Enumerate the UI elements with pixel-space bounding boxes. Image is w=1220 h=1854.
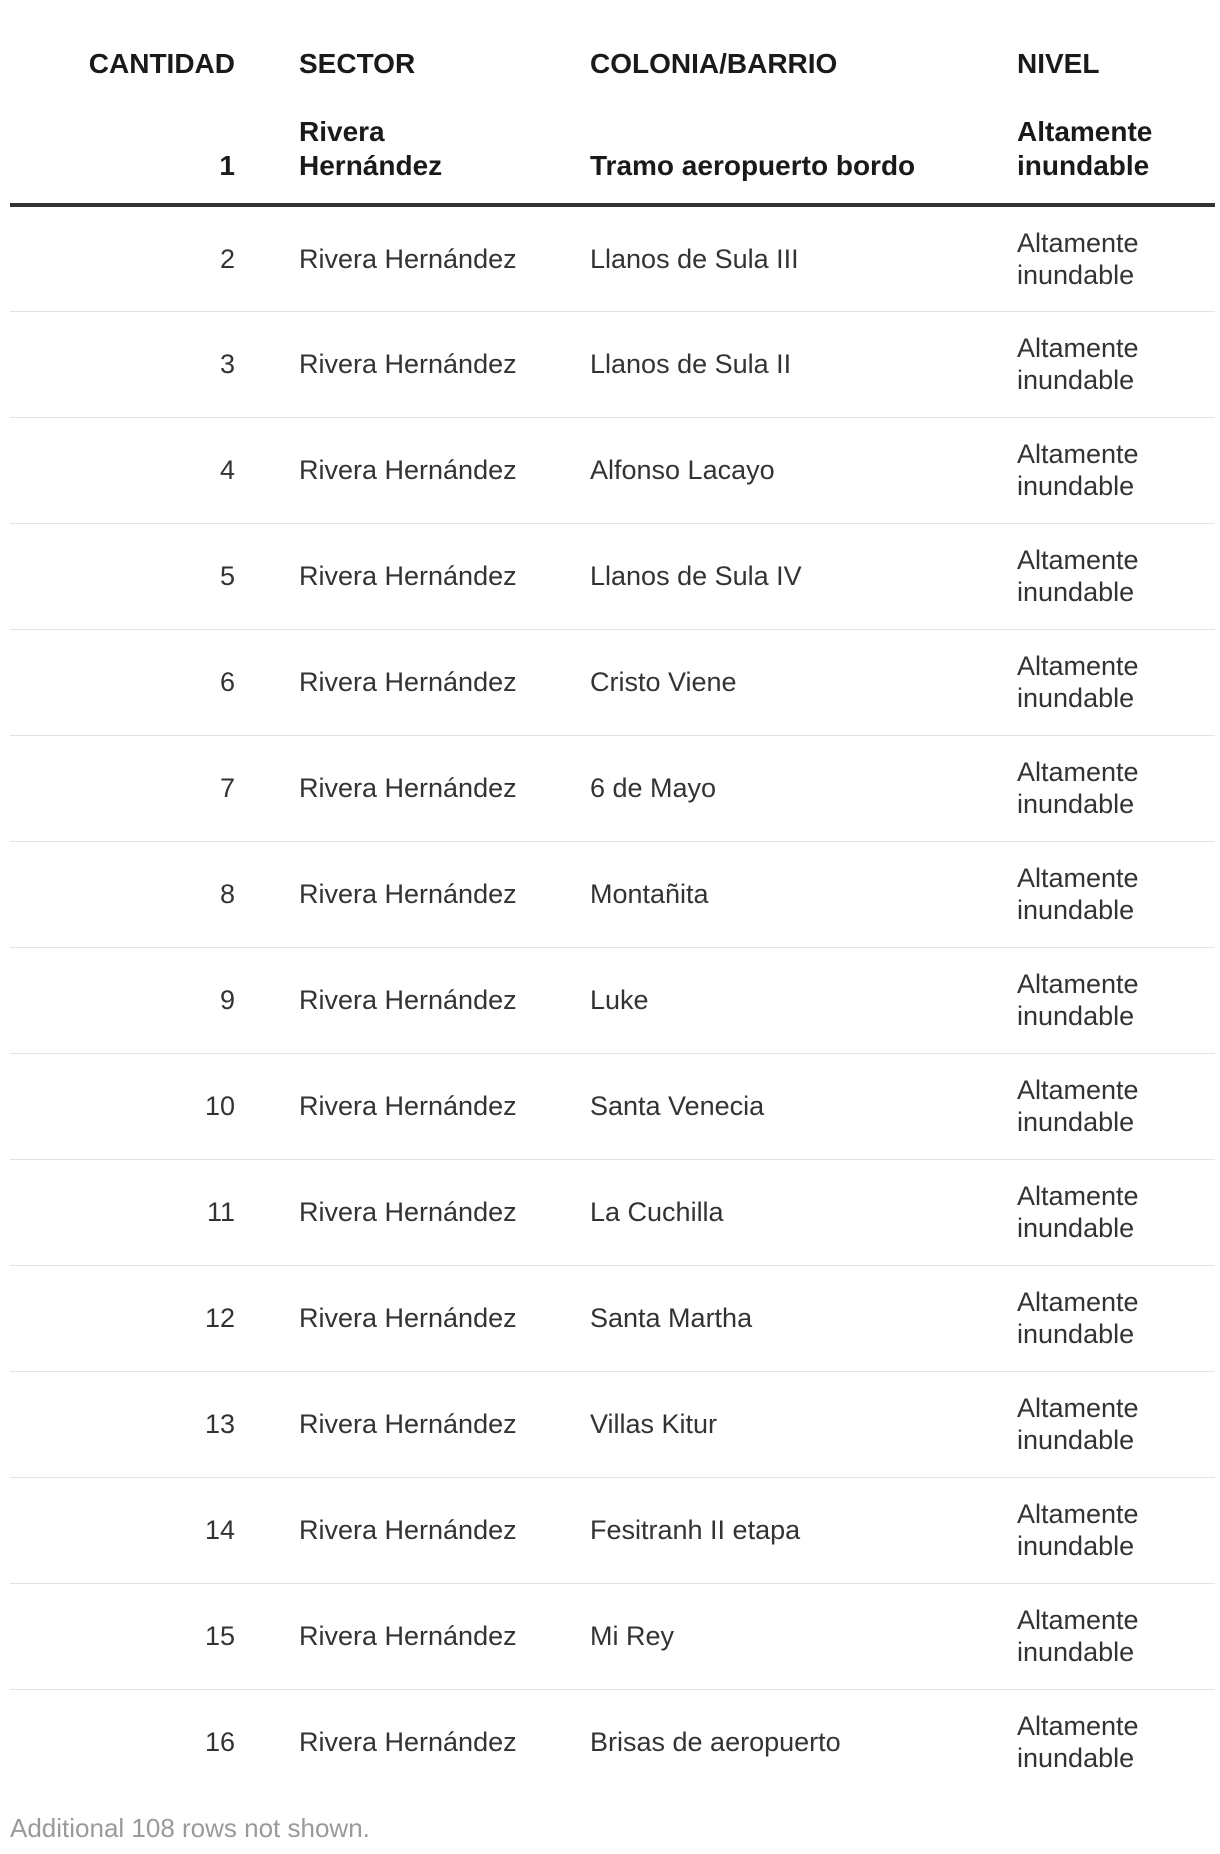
cell-sector: Rivera Hernández bbox=[235, 1053, 525, 1159]
table-row bbox=[10, 1477, 1215, 1583]
cell-cantidad: 14 bbox=[10, 1477, 235, 1583]
cell-sector: Rivera Hernández bbox=[235, 523, 525, 629]
cell-sector: Rivera Hernández bbox=[235, 1159, 525, 1265]
cell-cantidad: 2 bbox=[10, 205, 235, 311]
table-row bbox=[10, 1265, 1215, 1371]
table-header-row bbox=[10, 0, 1215, 105]
cell-cantidad: 1 bbox=[10, 105, 235, 205]
cell-nivel: Altamente inundable bbox=[953, 1371, 1215, 1477]
table-row bbox=[10, 417, 1215, 523]
cell-cantidad: 8 bbox=[10, 841, 235, 947]
table-row bbox=[10, 523, 1215, 629]
cell-sector: Rivera Hernández bbox=[235, 1371, 525, 1477]
cell-nivel: Altamente inundable bbox=[953, 311, 1215, 417]
cell-nivel: Altamente inundable bbox=[953, 1159, 1215, 1265]
cell-cantidad: 7 bbox=[10, 735, 235, 841]
cell-nivel: Altamente inundable bbox=[953, 1265, 1215, 1371]
colonias-table bbox=[10, 0, 1215, 1795]
cell-colonia: Llanos de Sula II bbox=[525, 311, 953, 417]
cell-colonia: Tramo aeropuerto bordo bbox=[525, 105, 953, 205]
header-sector[interactable] bbox=[235, 0, 525, 105]
cell-sector: Rivera Hernández bbox=[235, 947, 525, 1053]
cell-colonia: 6 de Mayo bbox=[525, 735, 953, 841]
cell-cantidad: 11 bbox=[10, 1159, 235, 1265]
cell-nivel: Altamente inundable bbox=[953, 205, 1215, 311]
rows-not-shown-note: Additional 108 rows not shown. bbox=[10, 1813, 370, 1843]
table-row bbox=[10, 1689, 1215, 1795]
cell-colonia: Alfonso Lacayo bbox=[525, 417, 953, 523]
cell-colonia: Villas Kitur bbox=[525, 1371, 953, 1477]
table-row bbox=[10, 205, 1215, 311]
table-row bbox=[10, 1583, 1215, 1689]
header-colonia-label: COLONIA/BARRIO bbox=[590, 48, 838, 79]
cell-nivel: Altamente inundable bbox=[953, 417, 1215, 523]
cell-colonia: Fesitranh II etapa bbox=[525, 1477, 953, 1583]
cell-nivel: Altamente inundable bbox=[953, 629, 1215, 735]
table-row bbox=[10, 735, 1215, 841]
cell-sector: Rivera Hernández bbox=[235, 1265, 525, 1371]
cell-cantidad: 5 bbox=[10, 523, 235, 629]
table-row bbox=[10, 841, 1215, 947]
cell-cantidad: 4 bbox=[10, 417, 235, 523]
table-row bbox=[10, 947, 1215, 1053]
table-row-first bbox=[10, 105, 1215, 205]
table-row bbox=[10, 629, 1215, 735]
cell-sector: Rivera Hernández bbox=[235, 205, 525, 311]
header-nivel[interactable] bbox=[953, 0, 1215, 105]
cell-colonia: Brisas de aeropuerto bbox=[590, 1727, 841, 1758]
cell-sector: Rivera Hernández bbox=[235, 1477, 525, 1583]
cell-colonia: Luke bbox=[525, 947, 953, 1053]
cell-sector: Rivera Hernández bbox=[235, 1583, 525, 1689]
cell-sector: Rivera Hernández bbox=[235, 417, 525, 523]
cell-nivel: Altamente inundable bbox=[953, 947, 1215, 1053]
table-row bbox=[10, 311, 1215, 417]
cell-cantidad: 13 bbox=[10, 1371, 235, 1477]
cell-cantidad: 12 bbox=[10, 1265, 235, 1371]
cell-cantidad: 3 bbox=[10, 311, 235, 417]
cell-colonia: Cristo Viene bbox=[525, 629, 953, 735]
cell-nivel: Altamente inundable bbox=[953, 735, 1215, 841]
header-colonia[interactable] bbox=[525, 0, 953, 105]
cell-nivel: Altamente inundable bbox=[953, 841, 1215, 947]
table-row bbox=[10, 1159, 1215, 1265]
cell-cantidad: 10 bbox=[10, 1053, 235, 1159]
cell-sector: Rivera Hernández bbox=[235, 629, 525, 735]
table-row bbox=[10, 1053, 1215, 1159]
header-sector-label: SECTOR bbox=[299, 48, 416, 79]
cell-colonia: Mi Rey bbox=[525, 1583, 953, 1689]
cell-colonia: Santa Venecia bbox=[525, 1053, 953, 1159]
cell-colonia: Santa Martha bbox=[525, 1265, 953, 1371]
header-cantidad-label: CANTIDAD bbox=[88, 48, 235, 79]
cell-colonia: Llanos de Sula IV bbox=[525, 523, 953, 629]
cell-nivel: Altamente inundable bbox=[953, 523, 1215, 629]
cell-nivel: Altamente inundable bbox=[953, 105, 1215, 205]
cell-colonia: La Cuchilla bbox=[525, 1159, 953, 1265]
cell-cantidad: 15 bbox=[10, 1583, 235, 1689]
cell-sector: Rivera Hernández bbox=[299, 1727, 517, 1758]
cell-cantidad: 9 bbox=[10, 947, 235, 1053]
table-row bbox=[10, 1371, 1215, 1477]
data-table-container bbox=[10, 0, 1215, 1795]
header-nivel-label: NIVEL bbox=[1017, 48, 1100, 79]
cell-colonia: Montañita bbox=[525, 841, 953, 947]
header-cantidad[interactable] bbox=[10, 0, 235, 105]
cell-nivel: Altamente inundable bbox=[953, 1477, 1215, 1583]
cell-cantidad: 16 bbox=[204, 1727, 235, 1758]
cell-colonia: Llanos de Sula III bbox=[525, 205, 953, 311]
cell-nivel: Altamente inundable bbox=[953, 1583, 1215, 1689]
cell-sector: Rivera Hernández bbox=[235, 735, 525, 841]
cell-sector: Rivera Hernández bbox=[235, 105, 525, 205]
cell-cantidad: 6 bbox=[10, 629, 235, 735]
cell-nivel: Altamente inundable bbox=[953, 1053, 1215, 1159]
cell-sector: Rivera Hernández bbox=[235, 841, 525, 947]
cell-sector: Rivera Hernández bbox=[235, 311, 525, 417]
cell-nivel: Altamente inundable bbox=[1017, 1711, 1139, 1774]
